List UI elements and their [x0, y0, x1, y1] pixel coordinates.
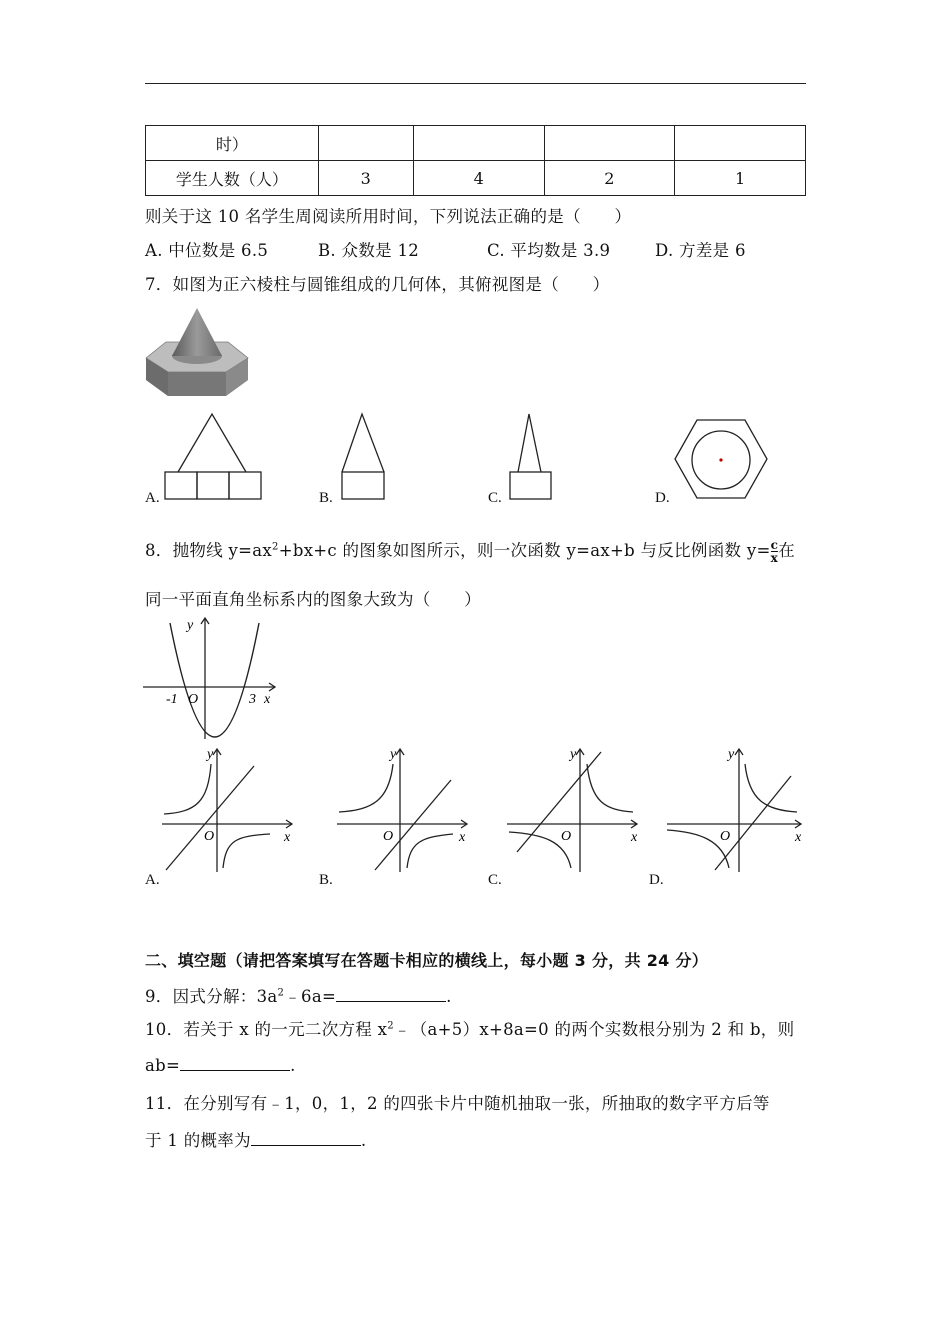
- q10-text: 10．若关于 x 的一元二次方程 x: [145, 1020, 388, 1039]
- q8-stem-text: 8．抛物线 y=ax: [145, 541, 273, 560]
- q10-line: [145, 1016, 794, 1040]
- q11-line2: [145, 1127, 366, 1151]
- q7-option-b-figure: [336, 410, 391, 502]
- q8-stem-line2: 同一平面直角坐标系内的图象大致为（ ）: [145, 590, 481, 609]
- axis-label-y: y: [728, 747, 735, 762]
- origin-label: O: [720, 829, 731, 844]
- table-cell: [544, 126, 675, 161]
- axis-label-y: y: [207, 747, 214, 762]
- table-row: [146, 126, 806, 161]
- q8-option-d-graph: [665, 744, 810, 874]
- q8-sup: 2: [272, 541, 279, 553]
- data-table: [145, 125, 806, 196]
- table-cell: 1: [675, 161, 806, 196]
- tick-label-neg1: -1: [166, 692, 178, 707]
- q10-text-2: ﹣（a+5）x+8a=0 的两个实数根分别为 2 和 b，则: [393, 1020, 795, 1039]
- q7-label-a: A.: [145, 490, 160, 506]
- period: .: [290, 1056, 296, 1075]
- period: .: [446, 987, 452, 1006]
- q7-label-b: B.: [319, 490, 333, 506]
- q9-text: 9．因式分解：3a: [145, 987, 278, 1006]
- section-2-heading: 二、填空题（请把答案填写在答题卡相应的横线上，每小题 3 分，共 24 分）: [145, 951, 709, 970]
- hex-prism-cone-figure: [144, 306, 250, 400]
- answer-blank[interactable]: [336, 985, 446, 1002]
- axis-label-x: x: [459, 830, 466, 845]
- origin-label: O: [383, 829, 394, 844]
- q10-sup: 2: [387, 1020, 394, 1032]
- q7-label-c: C.: [488, 490, 502, 506]
- origin-label: O: [204, 829, 215, 844]
- axis-label-x: x: [284, 830, 291, 845]
- q9-text-2: ﹣6a=: [284, 987, 337, 1006]
- q8-label-c: C.: [488, 872, 502, 888]
- q11-text: 于 1 的概率为: [145, 1131, 251, 1150]
- q7-label-d: D.: [655, 490, 670, 506]
- q9-sup: 2: [277, 987, 285, 999]
- q8-stem-text-2: +bx+c 的图象如图所示，则一次函数 y=ax+b 与反比例函数 y=: [278, 541, 771, 560]
- answer-blank[interactable]: [180, 1054, 290, 1071]
- table-cell: 2: [544, 161, 675, 196]
- axis-label-y: y: [187, 618, 194, 633]
- q8-label-d: D.: [649, 872, 664, 888]
- table-row: [146, 161, 806, 196]
- axis-label-x: x: [264, 692, 271, 707]
- q8-label-a: A.: [145, 872, 160, 888]
- q9-line: [145, 983, 452, 1007]
- q11-line: 11．在分别写有﹣1，0，1，2 的四张卡片中随机抽取一张，所抽取的数字平方后等: [145, 1094, 770, 1113]
- q8-stem-text-3: 在: [778, 541, 796, 560]
- origin-label: O: [561, 829, 572, 844]
- period: .: [360, 1131, 367, 1150]
- axis-label-y: y: [390, 747, 397, 762]
- q8-frac-den: x: [770, 551, 779, 565]
- tick-label-3: 3: [249, 692, 256, 707]
- table-cell: [675, 126, 806, 161]
- q8-option-b-graph: [335, 744, 475, 874]
- q8-frac-num: c: [770, 538, 779, 552]
- q7-option-d-figure: [673, 416, 769, 502]
- q7-option-c-figure: [506, 410, 556, 502]
- q6-option-d: D. 方差是 6: [655, 241, 746, 260]
- q7-option-a-figure: [160, 410, 265, 502]
- table-cell: 3: [318, 161, 413, 196]
- q6-option-a: A. 中位数是 6.5: [145, 241, 269, 260]
- q8-stem: [145, 537, 795, 564]
- q8-label-b: B.: [319, 872, 333, 888]
- q10-text-3: ab=: [145, 1056, 181, 1075]
- origin-label: O: [188, 692, 199, 707]
- parabola-graph: [143, 615, 283, 740]
- table-cell: [318, 126, 413, 161]
- q8-option-a-graph: [160, 744, 300, 874]
- table-cell: 时）: [146, 126, 319, 161]
- axis-label-y: y: [570, 747, 577, 762]
- q6-option-c: C. 平均数是 3.9: [487, 241, 611, 260]
- table-cell: 学生人数（人）: [146, 161, 319, 196]
- header-rule: [145, 83, 806, 84]
- q6-option-b: B. 众数是 12: [318, 241, 420, 260]
- axis-label-x: x: [795, 830, 802, 845]
- table-cell: 4: [413, 161, 544, 196]
- q7-stem: 7．如图为正六棱柱与圆锥组成的几何体，其俯视图是（ ）: [145, 275, 610, 294]
- q6-stem: 则关于这 10 名学生周阅读所用时间，下列说法正确的是（ ）: [145, 207, 632, 226]
- table-cell: [413, 126, 544, 161]
- q10-line2: [145, 1054, 296, 1075]
- answer-blank[interactable]: [251, 1129, 361, 1146]
- q8-option-c-graph: [505, 744, 645, 874]
- axis-label-x: x: [631, 830, 638, 845]
